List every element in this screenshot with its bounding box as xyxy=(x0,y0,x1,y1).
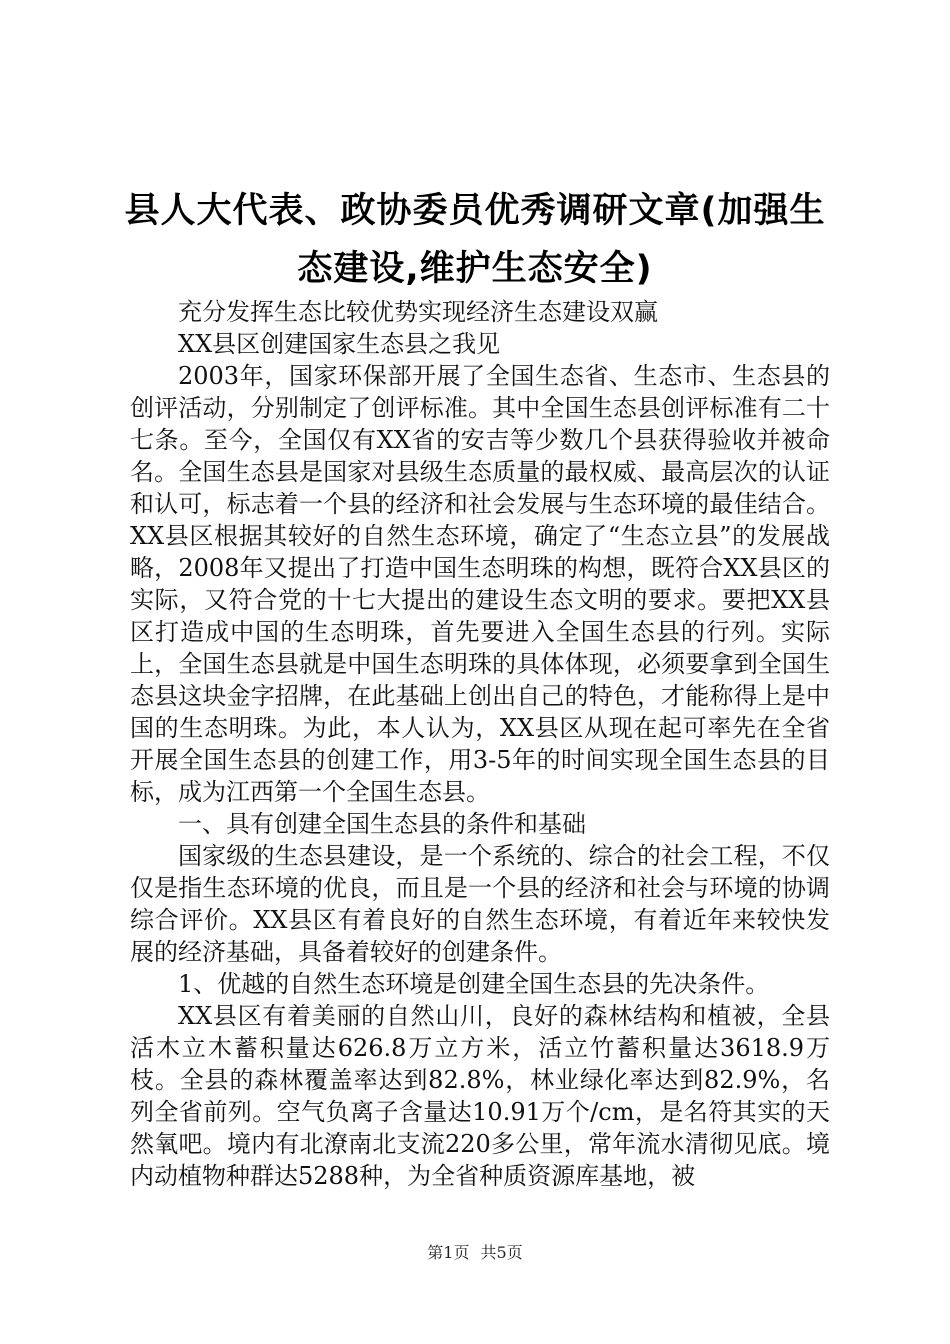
section-heading-1: 一、具有创建全国生态县的条件和基础 xyxy=(178,810,586,838)
page-number: 第1页 xyxy=(427,1243,470,1262)
subsection-heading-1: 1、优越的自然生态环境是创建全国生态县的先决条件。 xyxy=(178,970,770,998)
page-footer xyxy=(0,1243,950,1263)
document-title: 县人大代表、政协委员优秀调研文章(加强生态建设,维护生态安全) xyxy=(124,191,826,289)
paragraph-intro: 2003年，国家环保部开展了全国生态省、生态市、生态县的创评活动，分别制定了创评标准。其中全国生态县创评标准有二十七条。至今，全国仅有XX省的安吉等少数几个县获得验收并被命名。全国生态县是国家对县级生态质量的最权威、最高层次的认证和认可，标志着一个县的经济和社会发展与生态环境的最佳结合。XX县区根据其较好的自然生态环境，确定了“生态立县”的发展战略，2008年又提出了打造中国生态明珠的构想，既符合XX县区的实际，又符合党的十七大提出的建设生态文明的要求。要把XX县区打造成中国的生态明珠，首先要进入全国生态县的行列。实际上，全国生态县就是中国生态明珠的具体体现，必须要拿到全国生态县这块金字招牌，在此基础上创出自己的特色，才能称得上是中国的生态明珠。为此，本人认为，XX县区从现在起可率先在全省开展全国生态县的创建工作，用3-5年的时间实现全国生态县的目标，成为江西第一个全国生态县。 xyxy=(130,362,830,806)
paragraph-subtitle: 充分发挥生态比较优势实现经济生态建设双赢 xyxy=(178,298,658,326)
page-total: 共5页 xyxy=(480,1243,523,1262)
paragraph-section-1: 国家级的生态县建设，是一个系统的、综合的社会工程，不仅仅是指生态环境的优良，而且是一个县的经济和社会与环境的协调综合评价。XX县区有着良好的自然生态环境，有着近年来较快发展的经济基础，具备着较好的创建条件。 xyxy=(130,842,830,966)
paragraph-subsection-1: XX县区有着美丽的自然山川，良好的森林结构和植被，全县活木立木蓄积量达626.8万立方米，活立竹蓄积量达3618.9万枝。全县的森林覆盖率达到82.8%，林业绿化率达到82.9%，名列全省前列。空气负离子含量达10.91万个/cm，是名符其实的天然氧吧。境内有北潦南北支流220多公里，常年流水清彻见底。境内动植物种群达5288种，为全省种质资源库基地，被 xyxy=(130,1002,830,1190)
paragraph-subheading: XX县区创建国家生态县之我见 xyxy=(178,330,501,358)
document-body xyxy=(130,296,830,1192)
